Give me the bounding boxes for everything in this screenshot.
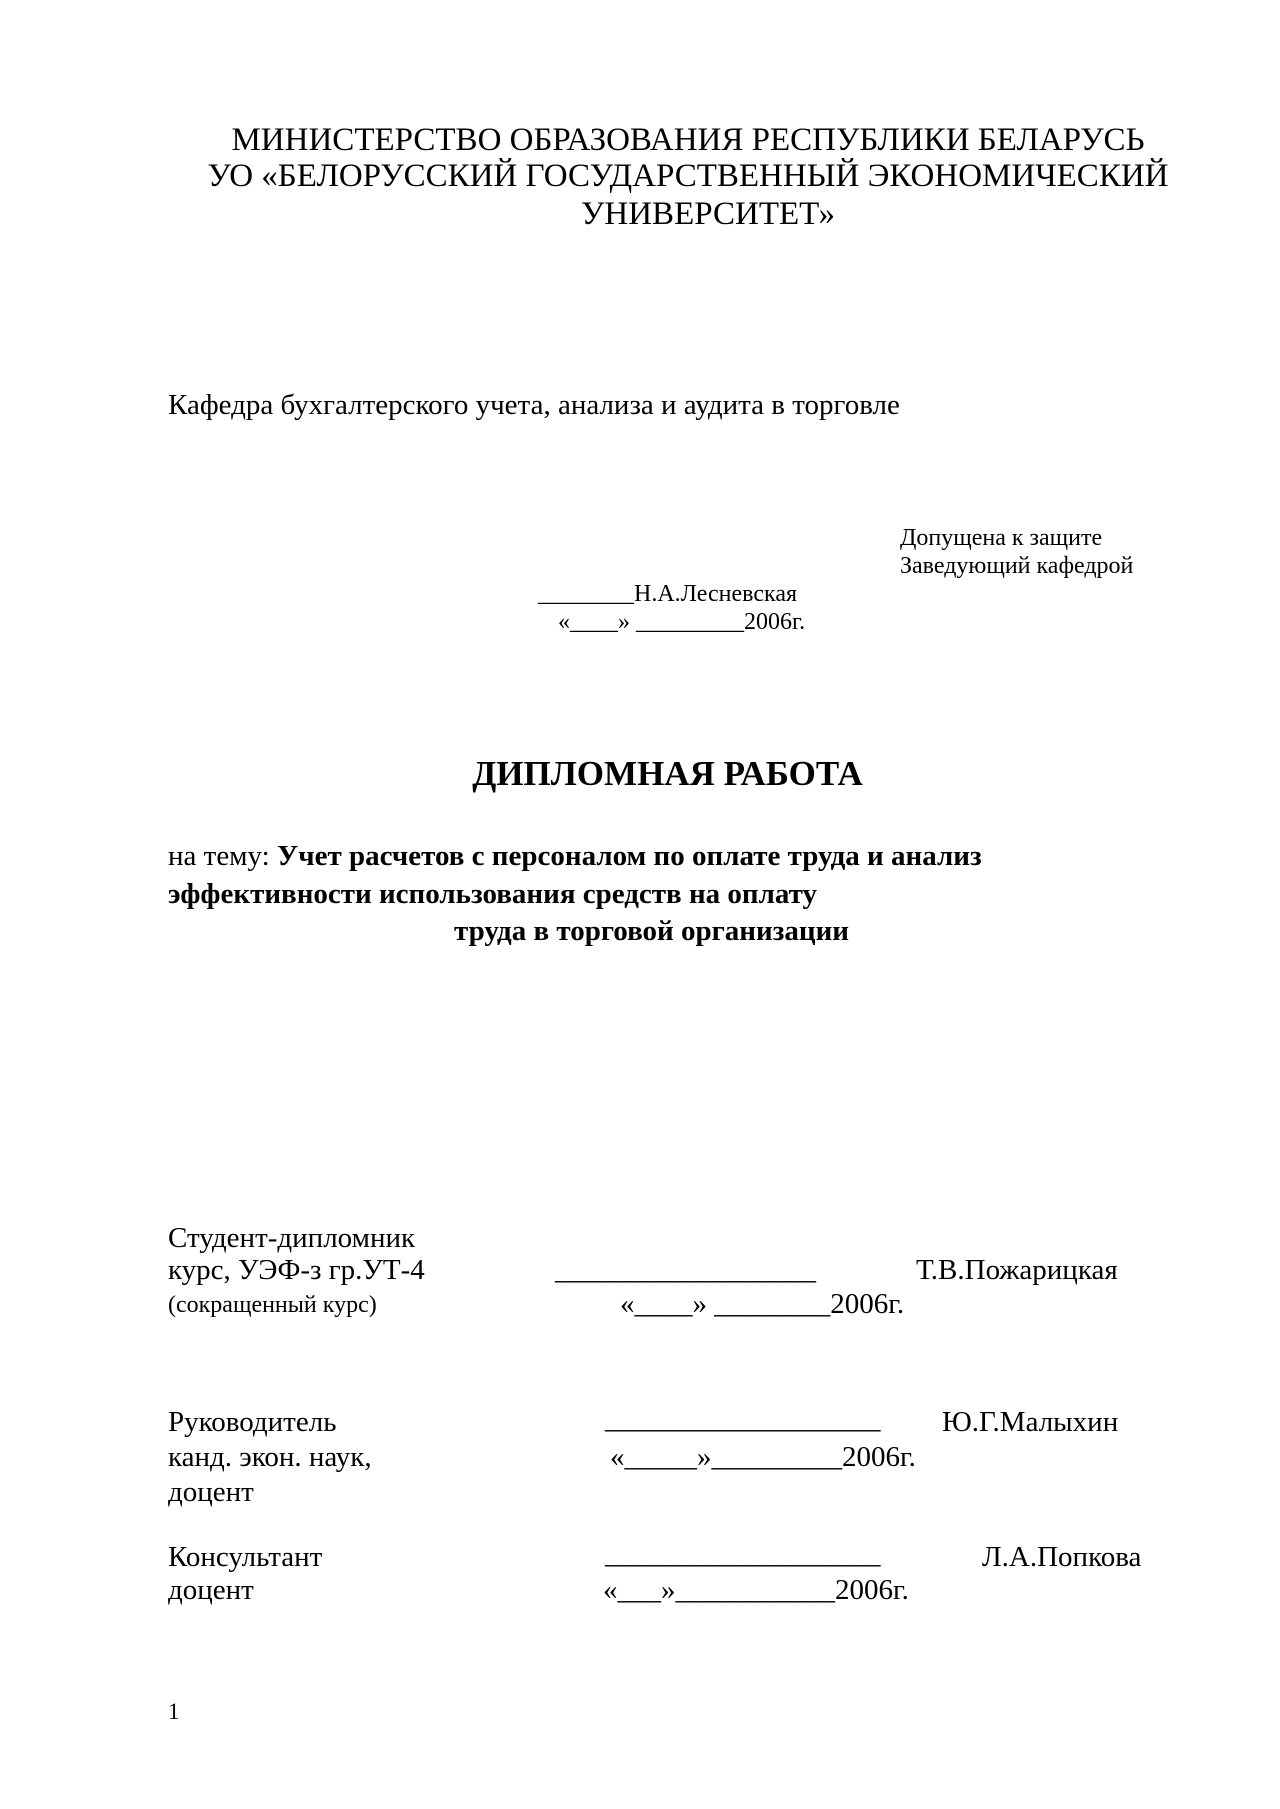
topic-line3: труда в торговой организации xyxy=(454,915,849,947)
student-course: курс, УЭФ-з гр.УТ-4 xyxy=(168,1254,425,1286)
topic-line1: Учет расчетов с персоналом по оплате труда и анализ xyxy=(276,840,982,872)
consultant-name: Л.А.Попкова xyxy=(982,1541,1142,1573)
supervisor-date-line: «_____»_________2006г. xyxy=(610,1441,916,1473)
supervisor-name: Ю.Г.Малыхин xyxy=(942,1406,1119,1438)
page-number: 1 xyxy=(168,1699,180,1724)
approval-admitted: Допущена к защите xyxy=(900,525,1103,551)
supervisor-title: доцент xyxy=(168,1476,254,1508)
topic-line2: эффективности использования средств на оплату xyxy=(168,878,818,910)
supervisor-signature-blank: ___________________ xyxy=(605,1403,881,1435)
consultant-signature-blank: ___________________ xyxy=(605,1538,881,1570)
supervisor-degree: канд. экон. наук, xyxy=(168,1441,372,1473)
approval-signature-line: ________Н.А.Лесневская xyxy=(538,581,798,607)
header-university-line1: УО «БЕЛОРУССКИЙ ГОСУДАРСТВЕННЫЙ ЭКОНОМИЧЕСКИЙ xyxy=(207,158,1169,194)
header-ministry: МИНИСТЕРСТВО ОБРАЗОВАНИЯ РЕСПУБЛИКИ БЕЛАРУСЬ xyxy=(231,122,1145,158)
student-role: Студент-дипломник xyxy=(168,1222,416,1254)
consultant-role: Консультант xyxy=(168,1541,323,1573)
department-name: Кафедра бухгалтерского учета, анализа и аудита в торговле xyxy=(168,389,900,421)
approval-head-of-department: Заведующий кафедрой xyxy=(900,553,1134,579)
student-name: Т.В.Пожарицкая xyxy=(916,1254,1118,1286)
consultant-title: доцент xyxy=(168,1574,254,1606)
supervisor-role: Руководитель xyxy=(168,1406,337,1438)
header-university-line2: УНИВЕРСИТЕТ» xyxy=(581,196,835,232)
topic-line1-row xyxy=(168,842,982,871)
consultant-date-line: «___»___________2006г. xyxy=(603,1574,909,1606)
student-note: (сокращенный курс) xyxy=(168,1292,377,1318)
topic-prefix: на тему: xyxy=(168,840,277,872)
student-date-line: «____» ________2006г. xyxy=(620,1288,905,1320)
approval-date-line: «____» _________2006г. xyxy=(558,609,806,635)
student-signature-blank: __________________ xyxy=(555,1254,816,1286)
document-title: ДИПЛОМНАЯ РАБОТА xyxy=(472,754,863,793)
